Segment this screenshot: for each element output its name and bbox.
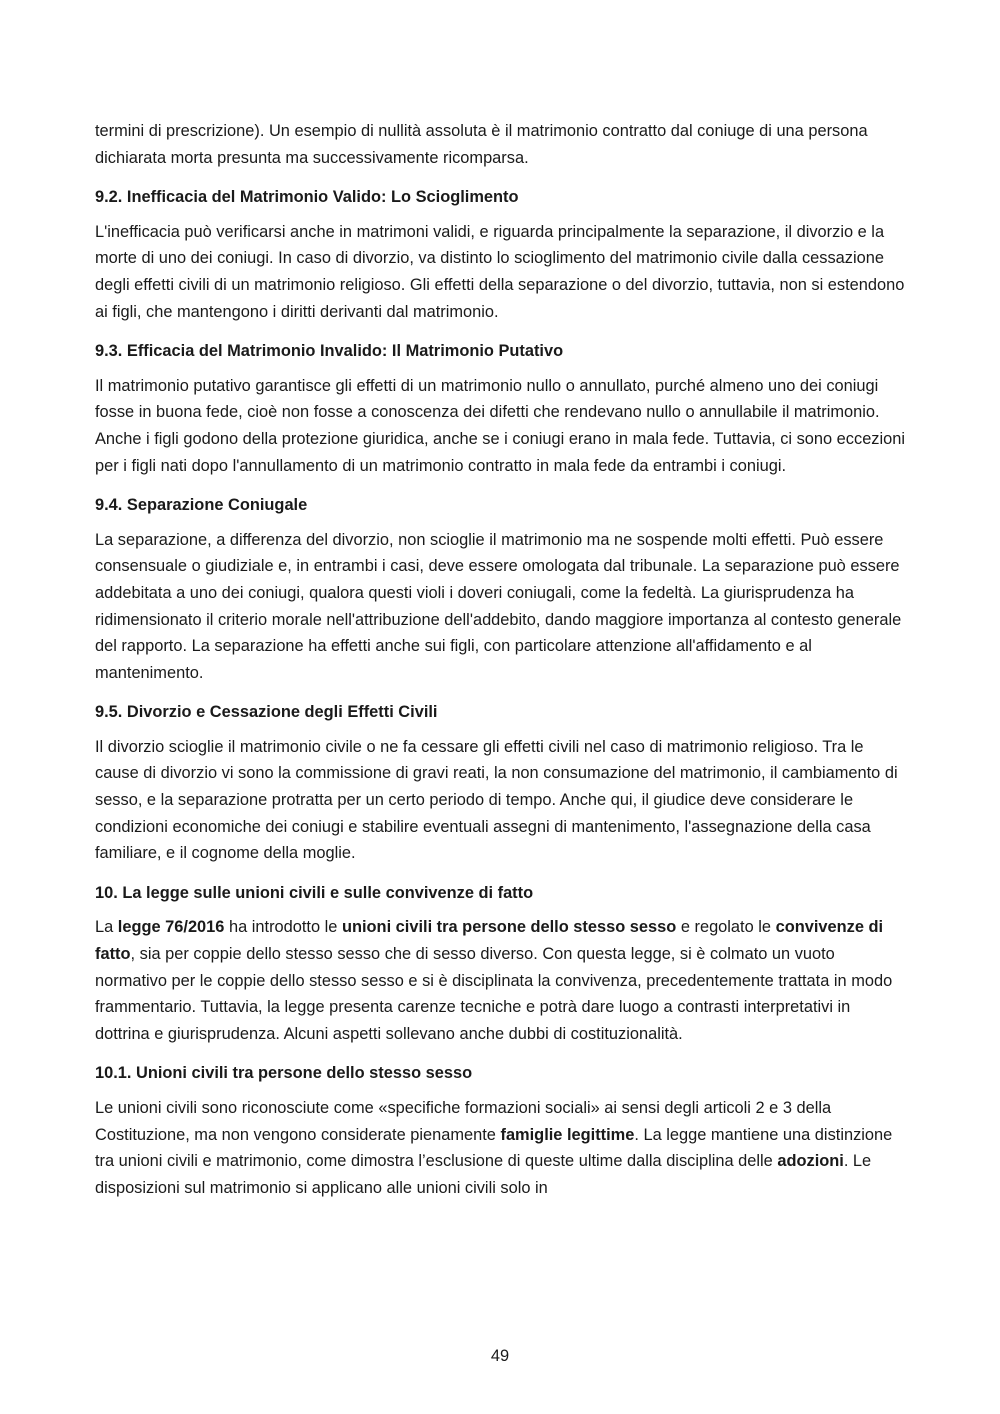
text-segment: e regolato le: [676, 918, 776, 937]
heading-9-3: 9.3. Efficacia del Matrimonio Invalido: Il Matrimonio Putativo: [95, 342, 564, 361]
heading-10: 10. La legge sulle unioni civili e sulle convivenze di fatto: [95, 883, 534, 902]
heading-9-5: 9.5. Divorzio e Cessazione degli Effetti Civili: [95, 703, 438, 722]
text-segment: , sia per coppie dello stesso sesso che di sesso diverso. Con questa legge, si è colmato un vuoto normativo per le coppie dello stesso sesso e si è disciplinata la convivenza, precedentemente trattata in modo frammentario. Tuttavia, la legge presenta carenze tecniche e potrà dare luogo a contrasti interpretativi in dottrina e giurisprudenza. Alcuni aspetti sollevano anche dubbi di costituzionalità.: [95, 945, 893, 1043]
document-page: [95, 118, 907, 1214]
bold-term-adozioni: adozioni: [777, 1152, 844, 1171]
paragraph-10: [95, 914, 907, 1047]
bold-term-unioni-civili: unioni civili tra persone dello stesso sesso: [341, 918, 677, 937]
text-segment: . Le disposizioni sul matrimonio si applicano alle unioni civili solo in: [95, 1152, 872, 1197]
text-segment: . La legge mantiene una distinzione tra unioni civili e matrimonio, come dimostra l’esclusione di queste ultime dalla disciplina delle: [95, 1125, 893, 1171]
paragraph-9-5: Il divorzio scioglie il matrimonio civile o ne fa cessare gli effetti civili nel caso di matrimonio religioso. Tra le cause di divorzio vi sono la commissione di gravi reati, la non consumazione del matrimonio, il cambiamento di sesso, e la separazione protratta per un certo periodo di tempo. Anche qui, il giudice deve considerare le condizioni economiche dei coniugi e stabilire eventuali assegni di mantenimento, l'assegnazione della casa familiare, e il cognome della moglie.: [95, 737, 898, 863]
heading-9-4: 9.4. Separazione Coniugale: [95, 496, 308, 515]
text-segment: La: [95, 918, 118, 937]
bold-law-reference: legge 76/2016: [117, 918, 225, 937]
intro-paragraph: termini di prescrizione). Un esempio di nullità assoluta è il matrimonio contratto dal coniuge di una persona dichiarata morta presunta ma successivamente ricomparsa.: [95, 122, 868, 167]
paragraph-9-4: La separazione, a differenza del divorzio, non scioglie il matrimonio ma ne sospende molti effetti. Può essere consensuale o giudiziale e, in entrambi i casi, deve essere omologata dal tribunale. La separazione può essere addebitata a uno dei coniugi, qualora questi violi i doveri coniugali, come la fedeltà. La giurisprudenza ha ridimensionato il criterio morale nell'attribuzione dell'addebito, dando maggiore importanza al contesto generale del rapporto. La separazione ha effetti anche sui figli, con particolare attenzione all'affidamento e al mantenimento.: [95, 530, 902, 682]
paragraph-9-3: Il matrimonio putativo garantisce gli effetti di un matrimonio nullo o annullato, purché almeno uno dei coniugi fosse in buona fede, cioè non fosse a conoscenza dei difetti che rendevano nullo o annullabile il matrimonio. Anche i figli godono della protezione giuridica, anche se i coniugi erano in mala fede. Tuttavia, ci sono eccezioni per i figli nati dopo l'annullamento di un matrimonio contratto in mala fede da entrambi i coniugi.: [95, 376, 906, 475]
paragraph-10-1: [95, 1095, 907, 1201]
paragraph-9-2: L'inefficacia può verificarsi anche in matrimoni validi, e riguarda principalmente la separazione, il divorzio e la morte di uno dei coniugi. In caso di divorzio, va distinto lo scioglimento del matrimonio civile dalla cessazione degli effetti civili di un matrimonio religioso. Gli effetti della separazione o del divorzio, tuttavia, non si estendono ai figli, che mantengono i diritti derivanti dal matrimonio.: [95, 222, 905, 321]
heading-9-2: 9.2. Inefficacia del Matrimonio Valido: Lo Scioglimento: [95, 188, 519, 207]
text-segment: Le unioni civili sono riconosciute come «specifiche formazioni sociali» ai sensi degli articoli 2 e 3 della Costituzione, ma non vengono considerate pienamente: [95, 1099, 832, 1144]
text-segment: ha introdotto le: [224, 918, 342, 937]
heading-10-1: 10.1. Unioni civili tra persone dello stesso sesso: [95, 1064, 473, 1083]
page-number: 49: [490, 1347, 510, 1365]
bold-term-convivenze: convivenze di fatto: [95, 918, 884, 964]
bold-term-famiglie-legittime: famiglie legittime: [500, 1125, 635, 1144]
